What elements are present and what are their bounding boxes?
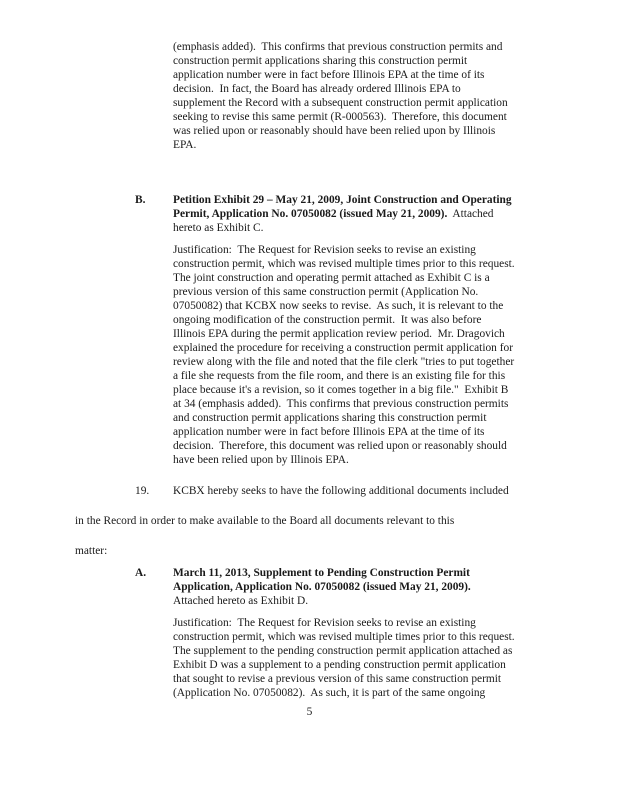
- paragraph-number: 19.: [135, 485, 150, 497]
- item-attached: Attached hereto as Exhibit D.: [173, 595, 309, 607]
- item-heading-tail: Attached: [447, 208, 494, 220]
- text-line: Exhibit D was a supplement to a pending construction permit application: [173, 659, 506, 671]
- text-line: matter:: [75, 545, 108, 557]
- page-number: 5: [306, 706, 313, 718]
- text-line: ongoing modification of the construction permit. It was also before: [173, 314, 482, 326]
- text-line: in the Record in order to make available to the Board all documents relevant to this: [75, 515, 455, 527]
- text-line: was relied upon or reasonably should have been relied upon by Illinois: [173, 125, 496, 137]
- text-line: decision. In fact, the Board has already ordered Illinois EPA to: [173, 83, 461, 95]
- text-line: review along with the file and noted that the file clerk "tries to put together: [173, 356, 515, 368]
- text-line: application number were in fact before Illinois EPA at the time of its: [173, 69, 485, 81]
- item-heading: Petition Exhibit 29 – May 21, 2009, Joint Construction and Operating: [173, 194, 512, 206]
- item-heading-line: [173, 207, 494, 221]
- text-line: construction permit applications sharing this construction permit: [173, 55, 468, 67]
- text-line: The joint construction and operating permit attached as Exhibit C is a: [173, 272, 490, 284]
- item-heading: Permit, Application No. 07050082 (issued May 21, 2009).: [173, 208, 448, 220]
- text-line: supplement the Record with a subsequent construction permit application: [173, 97, 508, 109]
- item-heading: Application, Application No. 07050082 (issued May 21, 2009).: [173, 581, 471, 593]
- item-heading: March 11, 2013, Supplement to Pending Construction Permit: [173, 567, 470, 579]
- text-line: seeking to revise this same permit (R-000563). Therefore, this document: [173, 111, 507, 123]
- text-line: construction permit, which was revised multiple times prior to this request.: [173, 258, 515, 270]
- text-line: and construction permit applications sharing this construction permit: [173, 412, 487, 424]
- text-line: decision. Therefore, this document was relied upon or reasonably should: [173, 440, 507, 452]
- text-line: (Application No. 07050082). As such, it is part of the same ongoing: [173, 687, 486, 699]
- text-line: EPA.: [173, 139, 197, 151]
- item-marker: A.: [135, 567, 147, 579]
- text-line: Justification: The Request for Revision seeks to revise an existing: [173, 244, 476, 256]
- text-line: KCBX hereby seeks to have the following additional documents included: [173, 485, 509, 497]
- text-line: application number were in fact before Illinois EPA at the time of its: [173, 426, 485, 438]
- text-line: have been relied upon by Illinois EPA.: [173, 454, 349, 466]
- text-line: previous version of this same construction permit (Application No.: [173, 286, 479, 298]
- text-line: at 34 (emphasis added). This confirms that previous construction permits: [173, 398, 509, 410]
- text-line: construction permit, which was revised multiple times prior to this request.: [173, 631, 515, 643]
- item-heading-last: hereto as Exhibit C.: [173, 222, 264, 234]
- text-line: that sought to revise a previous version of this same construction permit: [173, 673, 502, 685]
- text-line: 07050082) that KCBX now seeks to revise. As such, it is relevant to the: [173, 300, 504, 312]
- item-marker: B.: [135, 194, 146, 206]
- text-line: (emphasis added). This confirms that previous construction permits and: [173, 41, 503, 53]
- text-line: Justification: The Request for Revision seeks to revise an existing: [173, 617, 476, 629]
- text-line: The supplement to the pending construction permit application attached as: [173, 645, 513, 657]
- text-line: place because it's a revision, so it comes together in a big file." Exhibit B: [173, 384, 509, 396]
- text-line: Illinois EPA during the permit application review period. Mr. Dragovich: [173, 328, 505, 340]
- text-line: a file she requests from the file room, and there is an existing file for this: [173, 370, 506, 382]
- text-line: explained the procedure for receiving a construction permit application for: [173, 342, 514, 354]
